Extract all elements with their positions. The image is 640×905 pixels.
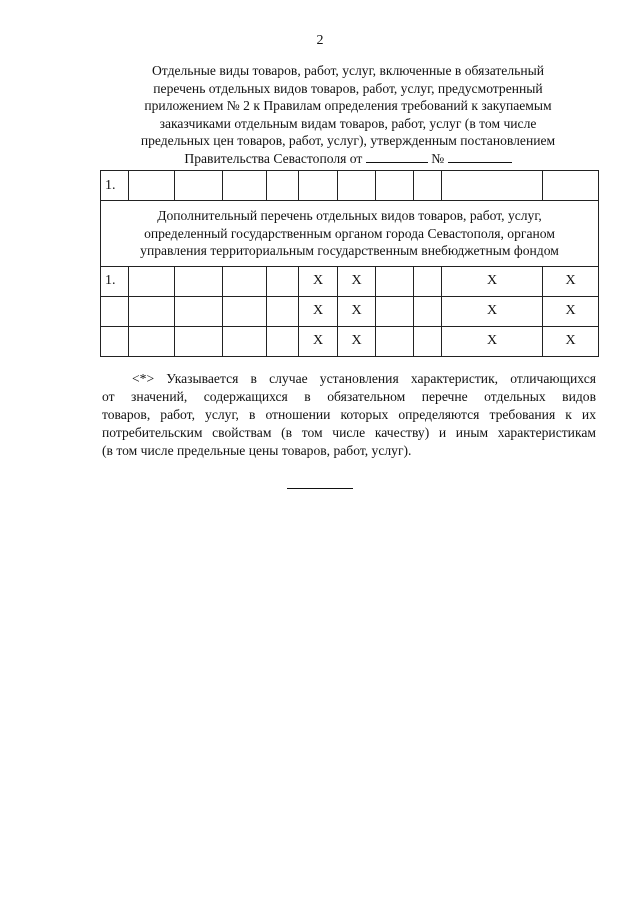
table-cell: X	[442, 326, 543, 356]
table-cell	[338, 171, 376, 201]
section-heading-line: Дополнительный перечень отдельных видов товаров, работ, услуг,	[157, 208, 542, 223]
table-cell: X	[299, 296, 338, 326]
heading-line: предельных цен товаров, работ, услуг), утвержденным постановлением	[140, 133, 556, 148]
table-cell: X	[338, 296, 376, 326]
footnote-line: <*> Указывается в случае установления характеристик, отличающихся	[132, 371, 596, 386]
table-cell	[376, 326, 414, 356]
table-cell: X	[299, 266, 338, 296]
document-heading	[100, 62, 596, 167]
number-blank	[448, 161, 512, 163]
footnote-line: потребительским свойствам (в том числе качеству) и иным характеристикам	[102, 425, 596, 440]
section-heading-line: управления территориальным государственным внебюджетным фондом	[140, 243, 559, 258]
products-table	[100, 170, 599, 357]
number-sign: №	[431, 150, 445, 166]
table-cell	[129, 171, 175, 201]
table-cell	[267, 296, 299, 326]
table-cell	[414, 326, 442, 356]
table-cell	[223, 171, 267, 201]
table-cell	[414, 296, 442, 326]
table-cell	[175, 326, 223, 356]
date-blank	[366, 161, 428, 163]
table-cell	[543, 171, 599, 201]
table-cell	[376, 266, 414, 296]
table-cell: X	[338, 326, 376, 356]
table-section-row	[101, 201, 599, 267]
additional-list-heading	[101, 201, 599, 267]
table-cell: X	[299, 326, 338, 356]
table-cell	[376, 171, 414, 201]
table-row	[101, 266, 599, 296]
table-cell	[414, 171, 442, 201]
footnote-line: (в том числе предельные цены товаров, работ, услуг).	[102, 443, 412, 458]
heading-prefix: Правительства Севастополя от	[184, 150, 363, 166]
table-cell: X	[543, 326, 599, 356]
heading-line: приложением № 2 к Правилам определения требований к закупаемым	[144, 98, 552, 113]
page-number: 2	[316, 33, 324, 48]
table-cell: X	[442, 296, 543, 326]
footnote-line: товаров, работ, услуг, в отношении которых определяются требования к их	[102, 407, 596, 422]
table-cell	[414, 266, 442, 296]
heading-line: перечень отдельных видов товаров, работ, услуг, предусмотренный	[153, 80, 543, 96]
table-cell	[129, 326, 175, 356]
table-cell: X	[543, 266, 599, 296]
end-of-document-rule	[287, 488, 353, 489]
table-cell	[129, 266, 175, 296]
section-heading-line: определенный государственным органом города Севастополя, органом	[144, 225, 555, 241]
table-cell	[442, 171, 543, 201]
table-row	[101, 171, 599, 201]
table-cell	[267, 326, 299, 356]
table-cell	[223, 296, 267, 326]
footnote	[102, 370, 596, 460]
table-cell	[175, 171, 223, 201]
table-cell	[101, 326, 129, 356]
heading-last-line	[100, 150, 596, 168]
table-cell	[175, 266, 223, 296]
table-cell	[101, 296, 129, 326]
table-cell	[223, 326, 267, 356]
table-cell	[223, 266, 267, 296]
heading-line: Отдельные виды товаров, работ, услуг, включенные в обязательный	[151, 63, 545, 78]
table-cell	[129, 296, 175, 326]
table-row	[101, 326, 599, 356]
table-cell	[376, 296, 414, 326]
table-cell	[175, 296, 223, 326]
table-cell: X	[543, 296, 599, 326]
table-cell: X	[442, 266, 543, 296]
footnote-line: от значений, содержащихся в обязательном перечне отдельных видов	[102, 389, 596, 404]
heading-line: заказчиками отдельным видам товаров, работ, услуг (в том числе	[159, 115, 537, 131]
table-cell	[267, 266, 299, 296]
table-cell	[267, 171, 299, 201]
table-cell: X	[338, 266, 376, 296]
table-cell	[299, 171, 338, 201]
table-row	[101, 296, 599, 326]
table-cell: 1.	[101, 266, 129, 296]
table-cell: 1.	[101, 171, 129, 201]
